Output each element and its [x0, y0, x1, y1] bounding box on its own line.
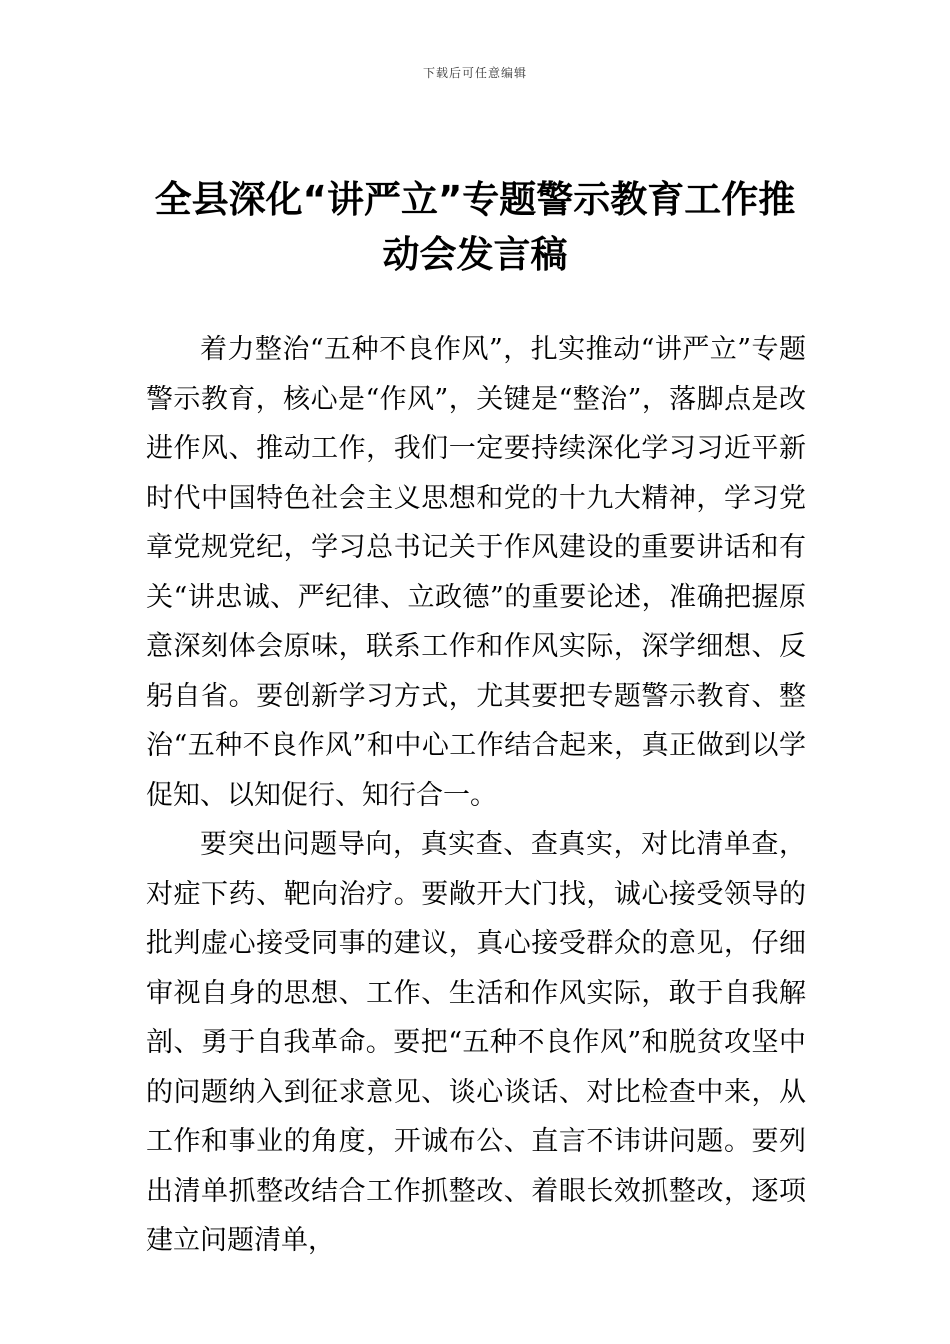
body-paragraph: 着力整治“五种不良作风”，扎实推动“讲严立”专题警示教育，核心是“作风”，关键是“整治”，落脚点是改进作风、推动工作，我们一定要持续深化学习习近平新时代中国特色社会主义思想和党的十九大精神，学习党章党规党纪，学习总书记关于作风建设的重要讲话和有关“讲忠诚、严纪律、立政德”的重要论述，准确把握原意深刻体会原味，联系工作和作风实际，深学细想、反躬自省。要创新学习方式，尤其要把专题警示教育、整治“五种不良作风”和中心工作结合起来，真正做到以学促知、以知促行、知行合一。 [146, 334, 806, 811]
document-body [146, 325, 806, 1266]
header-note: 下载后可任意编辑 [422, 66, 527, 80]
body-paragraph: 要突出问题导向，真实查、查真实，对比清单查，对症下药、靶向治疗。要敞开大门找，诚心接受领导的批判虚心接受同事的建议，真心接受群众的意见，仔细审视自身的思想、工作、生活和作风实际，敢于自我解剖、勇于自我革命。要把“五种不良作风”和脱贫攻坚中的问题纳入到征求意见、谈心谈话、对比检查中来，从工作和事业的角度，开诚布公、直言不讳讲问题。要列出清单抓整改结合工作抓整改、着眼长效抓整改，逐项建立问题清单， [146, 829, 806, 1256]
document-title: 全县深化“讲严立”专题警示教育工作推动会发言稿 [154, 178, 796, 276]
